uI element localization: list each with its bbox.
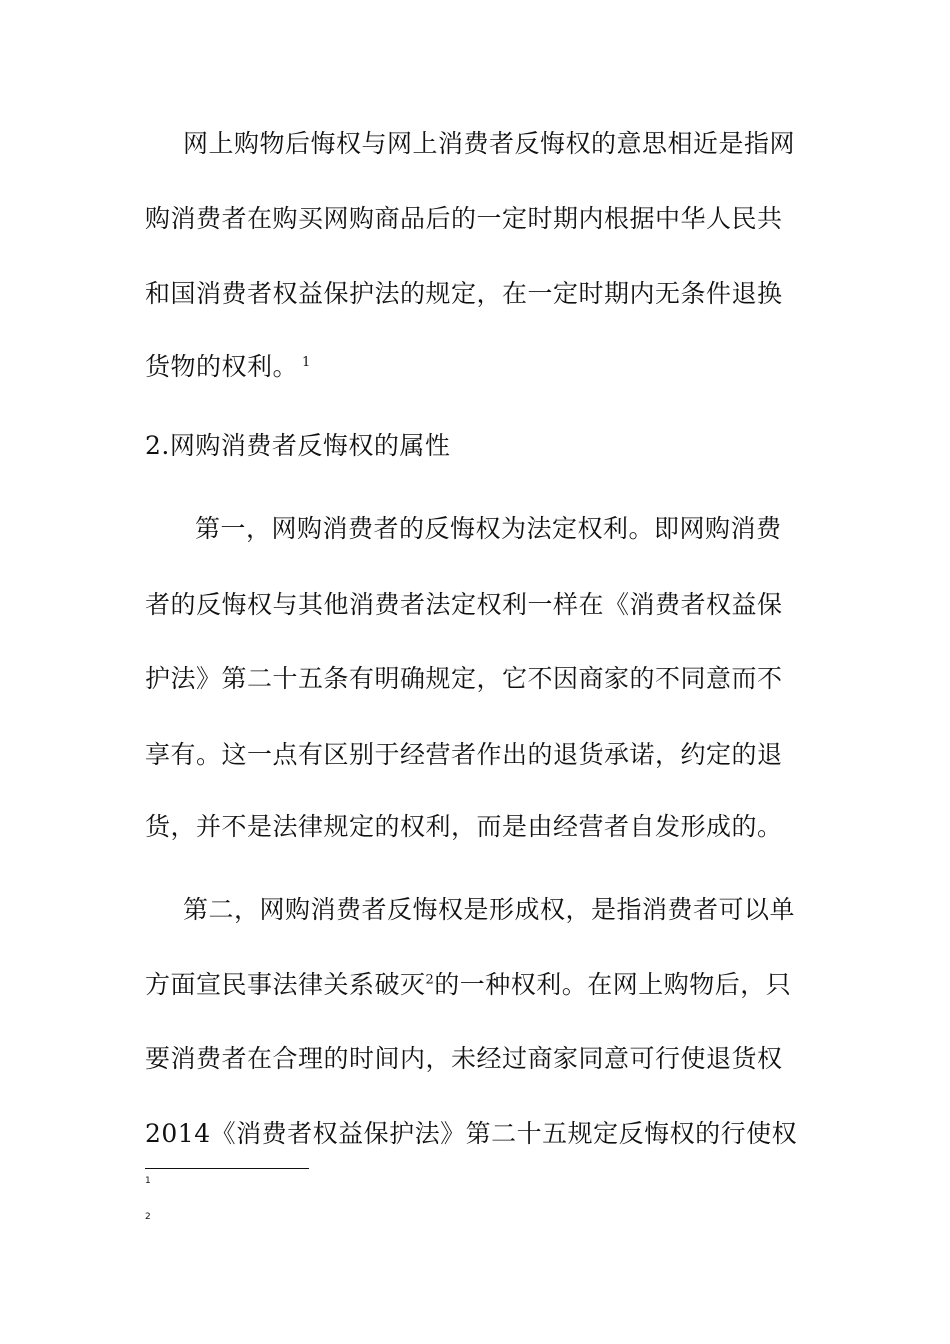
paragraph-1-line-2: 购消费者在购买网购商品后的一定时期内根据中华人民共 [145, 204, 783, 233]
footnote-mark-2: 2 [145, 1212, 151, 1222]
paragraph-2-line-1: 第一，网购消费者的反悔权为法定权利。即网购消费 [195, 514, 782, 543]
section-heading: 2.网购消费者反悔权的属性 [145, 431, 451, 460]
paragraph-3-line-3: 要消费者在合理的时间内，未经过商家同意可行使退货权 [145, 1044, 783, 1073]
paragraph-1-line-1: 网上购物后悔权与网上消费者反悔权的意思相近是指网 [183, 129, 796, 158]
paragraph-2-line-2: 者的反悔权与其他消费者法定权利一样在《消费者权益保 [145, 590, 783, 619]
paragraph-3-line-1: 第二，网购消费者反悔权是形成权，是指消费者可以单 [183, 895, 796, 924]
paragraph-1-line-3: 和国消费者权益保护法的规定，在一定时期内无条件退换 [145, 279, 783, 308]
footnote-divider [145, 1168, 309, 1169]
paragraph-3-line-2-part-a: 方面宣民事法律关系破灭 [145, 970, 426, 999]
paragraph-3-line-2 [145, 969, 791, 1001]
paragraph-2-line-4: 享有。这一点有区别于经营者作出的退货承诺，约定的退 [145, 740, 783, 769]
footnote-mark-1: 1 [145, 1176, 151, 1186]
paragraph-1-line-4 [145, 351, 311, 383]
footnote-ref-2[interactable]: 2 [425, 972, 435, 988]
paragraph-3-line-2-part-b: 的一种权利。在网上购物后，只 [434, 970, 792, 999]
paragraph-2-line-3: 护法》第二十五条有明确规定，它不因商家的不同意而不 [145, 664, 783, 693]
footnote-ref-1[interactable]: 1 [302, 354, 311, 370]
paragraph-3-line-4: 2014《消费者权益保护法》第二十五规定反悔权的行使权 [145, 1119, 798, 1148]
paragraph-1-line-4-text: 货物的权利。 [145, 352, 299, 381]
paragraph-2-line-5: 货，并不是法律规定的权利，而是由经营者自发形成的。 [145, 812, 783, 841]
